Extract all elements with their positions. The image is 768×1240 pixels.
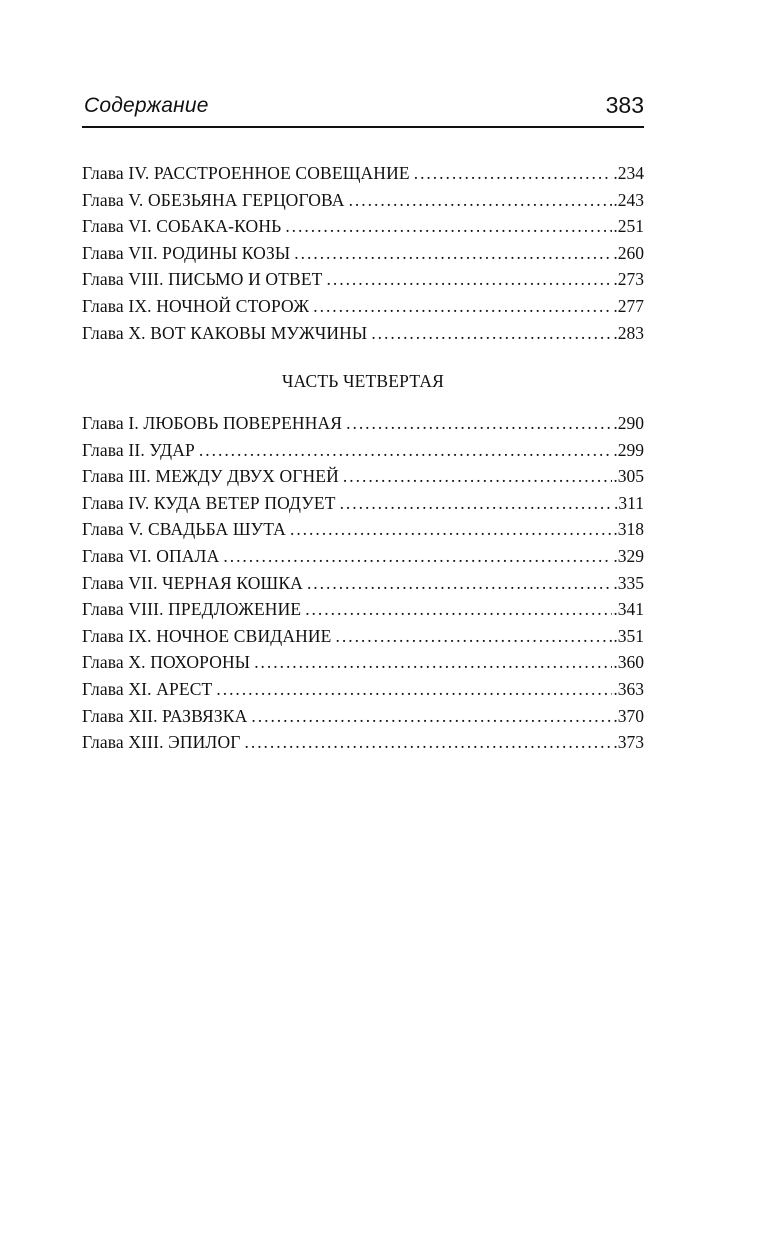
toc-entry[interactable] [82,410,644,437]
toc-entry-page: .260 [613,242,644,263]
toc-entry[interactable] [82,187,644,214]
toc-entry-page: .283 [613,322,644,343]
toc-entry[interactable] [82,266,644,293]
toc-entry[interactable] [82,703,644,730]
toc-entry[interactable] [82,649,644,676]
toc-entry-title: Глава III. МЕЖДУ ДВУХ ОГНЕЙ [82,466,339,487]
dot-leader [223,543,612,570]
toc-entry-title: Глава XI. АРЕСТ [82,678,213,699]
toc-entry-title: Глава XII. РАЗВЯЗКА [82,705,248,726]
toc-list-part-three [82,160,644,346]
toc-entry[interactable] [82,596,644,623]
toc-entry[interactable] [82,437,644,464]
toc-entry[interactable] [82,160,644,187]
dot-leader [290,516,612,543]
toc-entry[interactable] [82,676,644,703]
toc-list-part-four [82,410,644,756]
toc-entry-title: Глава VII. ЧЕРНАЯ КОШКА [82,572,303,593]
toc-entry-title: Глава IX. НОЧНОЙ СТОРОЖ [82,295,310,316]
toc-entry-page: .290 [613,413,644,433]
toc-entry-page: .360 [613,652,644,673]
dot-leader [285,213,612,240]
dot-leader [336,623,613,650]
part-heading: ЧАСТЬ ЧЕТВЕРТАЯ [281,371,445,391]
dot-leader [343,463,612,490]
toc-entry-title: Глава IV. РАССТРОЕННОЕ СОВЕЩАНИЕ [82,163,410,183]
toc-entry-title: Глава IX. НОЧНОЕ СВИДАНИЕ [82,625,332,646]
dot-leader [371,320,612,347]
toc-entry-title: Глава V. СВАДЬБА ШУТА [82,519,286,540]
toc-entry-page: .243 [613,189,644,210]
toc-entry-page: .305 [613,466,644,487]
toc-entry-page: .277 [613,295,644,316]
running-title: Содержание [84,94,209,117]
toc-entry-title: Глава VIII. ПРЕДЛОЖЕНИЕ [82,599,302,620]
toc-entry[interactable] [82,320,644,347]
toc-entry[interactable] [82,213,644,240]
dot-leader [307,570,612,597]
dot-leader [245,729,613,756]
toc-entry-page: .341 [613,599,644,620]
toc-entry-page: .311 [614,492,644,513]
dot-leader [305,596,612,623]
toc-entry[interactable] [82,293,644,320]
dot-leader [216,676,612,703]
dot-leader [327,266,613,293]
toc-entry-page: .329 [613,545,644,566]
toc-entry-page: .370 [613,705,644,726]
dot-leader [340,490,613,517]
toc-entry-title: Глава X. ВОТ КАКОВЫ МУЖЧИНЫ [82,322,368,343]
dot-leader [199,437,612,464]
dot-leader [313,293,612,320]
toc-entry-title: Глава VII. РОДИНЫ КОЗЫ [82,242,291,263]
toc-entry-page: .351 [613,625,644,646]
toc-entry-page: .373 [613,732,644,753]
toc-entry[interactable] [82,543,644,570]
dot-leader [349,187,613,214]
page-number: 383 [605,92,644,118]
toc-entry-page: .251 [613,216,644,237]
toc-entry-page: .318 [613,519,644,540]
toc-entry-page: .234 [613,163,644,183]
toc-entry[interactable] [82,623,644,650]
toc-entry-title: Глава VI. СОБАКА-КОНЬ [82,216,282,237]
dot-leader [414,160,613,187]
toc-entry[interactable] [82,516,644,543]
toc-entry-page: .335 [613,572,644,593]
toc-entry-page: .363 [613,678,644,699]
toc-entry-title: Глава I. ЛЮБОВЬ ПОВЕРЕННАЯ [82,413,343,433]
dot-leader [346,410,612,437]
dot-leader [254,649,612,676]
dot-leader [251,703,612,730]
toc-entry-title: Глава XIII. ЭПИЛОГ [82,732,241,753]
toc-entry[interactable] [82,729,644,756]
toc-entry-title: Глава VIII. ПИСЬМО И ОТВЕТ [82,269,323,290]
toc-entry[interactable] [82,490,644,517]
dot-leader [294,240,612,267]
toc-entry[interactable] [82,240,644,267]
toc-entry-page: .273 [613,269,644,290]
running-header [82,92,644,128]
toc-entry[interactable] [82,463,644,490]
toc-entry-page: .299 [613,439,644,460]
toc-entry-title: Глава II. УДАР [82,439,195,460]
toc-entry-title: Глава X. ПОХОРОНЫ [82,652,251,673]
toc-entry-title: Глава IV. КУДА ВЕТЕР ПОДУЕТ [82,492,336,513]
toc-entry[interactable] [82,570,644,597]
toc-entry-title: Глава VI. ОПАЛА [82,545,220,566]
toc-entry-title: Глава V. ОБЕЗЬЯНА ГЕРЦОГОВА [82,189,345,210]
